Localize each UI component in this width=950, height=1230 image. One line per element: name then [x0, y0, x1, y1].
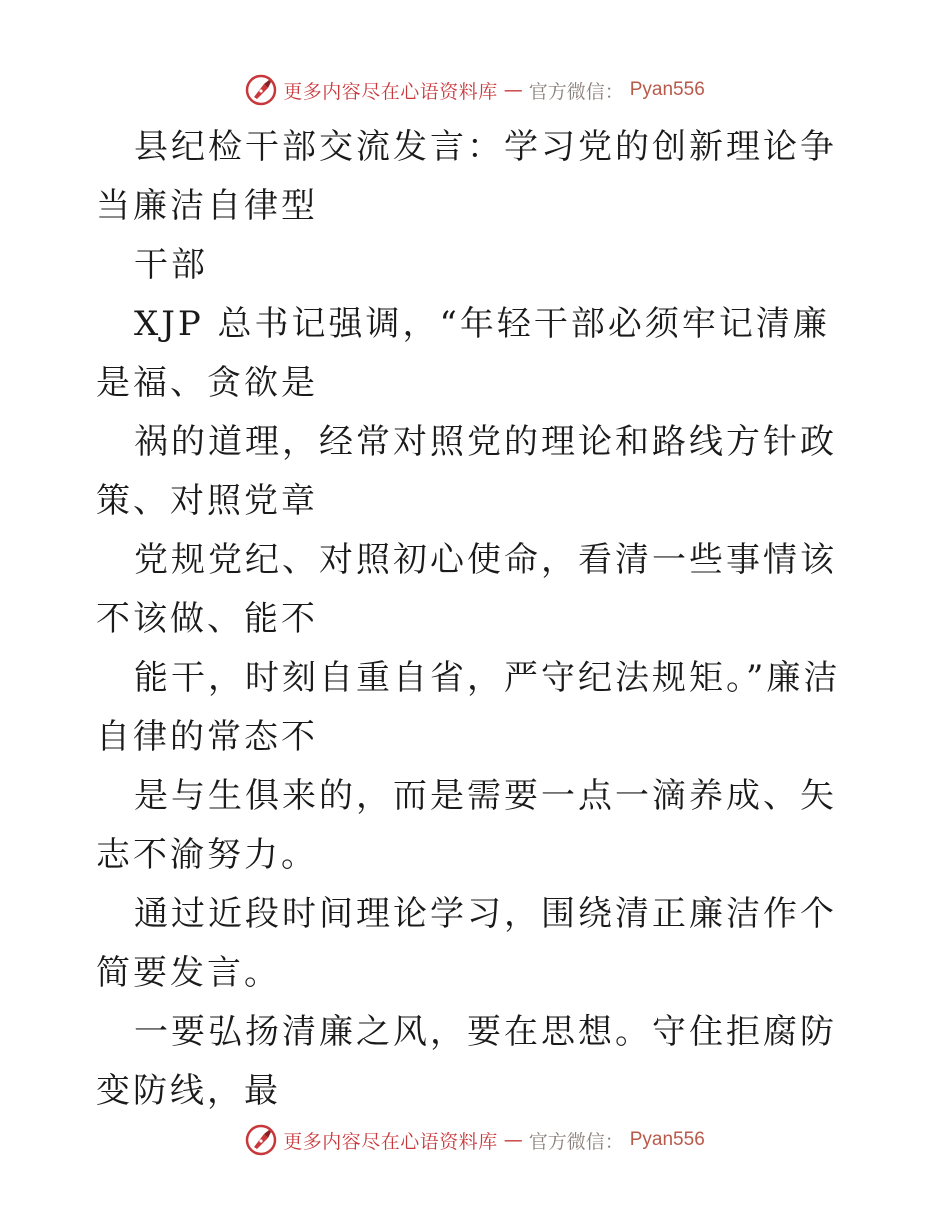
doc-title: 县纪检干部交流发言：学习党的创新理论争当廉洁自律型: [96, 127, 837, 226]
doc-paragraph: 能干，时刻自重自省，严守纪法规矩。”廉洁自律的常态不: [96, 658, 841, 757]
watermark-id: Pyan556: [629, 79, 705, 100]
doc-paragraph: 一要弘扬清廉之风，要在思想。守住拒腐防变防线，最: [96, 1012, 837, 1111]
doc-paragraph: XJP 总书记强调，“年轻干部必须牢记清廉是福、贪欲是: [96, 304, 830, 403]
pen-nib-icon: [245, 74, 277, 106]
doc-paragraph: 是与生俱来的，而是需要一点一滴养成、矢志不渝努力。: [96, 776, 837, 875]
header-watermark: [0, 70, 950, 110]
pen-nib-icon: [245, 1124, 277, 1156]
doc-paragraph: 祸的道理，经常对照党的理论和路线方针政策、对照党章: [96, 422, 837, 521]
watermark-brand: 更多内容尽在心语资料库: [283, 80, 498, 103]
doc-paragraph: 党规党纪、对照初心使命，看清一些事情该不该做、能不: [96, 540, 837, 639]
footer-watermark: [0, 1120, 950, 1160]
watermark-id: Pyan556: [629, 1129, 705, 1150]
watermark-dash: —: [503, 79, 523, 101]
watermark-label: 官方微信：: [528, 80, 624, 103]
doc-paragraph: 干部: [134, 245, 208, 285]
watermark-label: 官方微信：: [528, 1130, 624, 1153]
watermark-brand: 更多内容尽在心语资料库: [283, 1130, 498, 1153]
document-body: [96, 118, 856, 1121]
doc-paragraph: 通过近段时间理论学习，围绕清正廉洁作个简要发言。: [96, 894, 837, 993]
watermark-dash: —: [503, 1129, 523, 1151]
